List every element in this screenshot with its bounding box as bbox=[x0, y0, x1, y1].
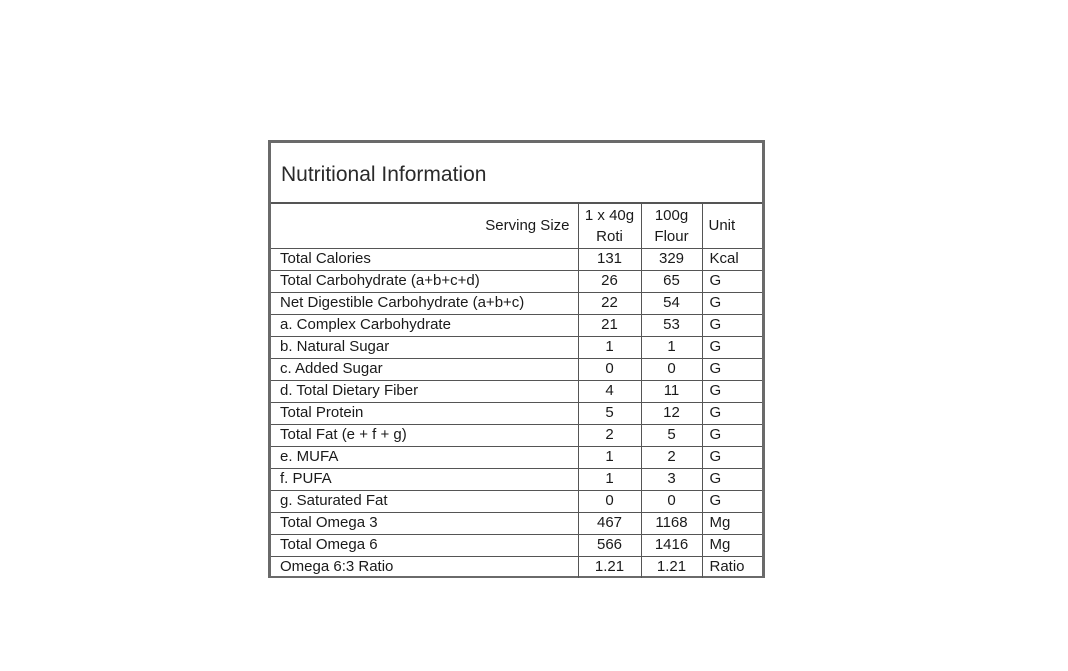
table-header-row bbox=[271, 204, 762, 249]
table-row bbox=[271, 249, 762, 271]
table-row bbox=[271, 381, 762, 403]
table-row bbox=[271, 491, 762, 513]
roti-value: 4 bbox=[578, 381, 641, 403]
flour-value: 0 bbox=[641, 359, 702, 381]
roti-header-line2: Roti bbox=[596, 228, 623, 245]
flour-value: 1.21 bbox=[641, 557, 702, 579]
flour-value: 53 bbox=[641, 315, 702, 337]
nutrient-name: f. PUFA bbox=[271, 469, 578, 491]
flour-value: 2 bbox=[641, 447, 702, 469]
unit-value: G bbox=[702, 359, 762, 381]
unit-value: Mg bbox=[702, 513, 762, 535]
unit-value: G bbox=[702, 381, 762, 403]
flour-header-line1: 100g bbox=[654, 207, 689, 224]
roti-value: 26 bbox=[578, 271, 641, 293]
flour-value: 65 bbox=[641, 271, 702, 293]
table-row bbox=[271, 293, 762, 315]
panel-title: Nutritional Information bbox=[271, 143, 762, 204]
table-row bbox=[271, 315, 762, 337]
nutrient-name: d. Total Dietary Fiber bbox=[271, 381, 578, 403]
flour-value: 1 bbox=[641, 337, 702, 359]
nutrition-table bbox=[271, 204, 762, 578]
nutrient-name: Total Fat (e + f + g) bbox=[271, 425, 578, 447]
flour-header-line2: Flour bbox=[654, 228, 689, 245]
roti-value: 22 bbox=[578, 293, 641, 315]
roti-value: 0 bbox=[578, 491, 641, 513]
flour-value: 11 bbox=[641, 381, 702, 403]
roti-value: 1 bbox=[578, 469, 641, 491]
table-row bbox=[271, 513, 762, 535]
nutrient-name: c. Added Sugar bbox=[271, 359, 578, 381]
roti-value: 1 bbox=[578, 447, 641, 469]
roti-value: 2 bbox=[578, 425, 641, 447]
unit-value: Kcal bbox=[702, 249, 762, 271]
roti-value: 1.21 bbox=[578, 557, 641, 579]
flour-column-header bbox=[641, 204, 702, 249]
unit-value: Mg bbox=[702, 535, 762, 557]
table-row bbox=[271, 359, 762, 381]
table-row bbox=[271, 425, 762, 447]
unit-value: G bbox=[702, 315, 762, 337]
nutrient-name: Total Omega 3 bbox=[271, 513, 578, 535]
unit-value: G bbox=[702, 403, 762, 425]
nutrition-panel bbox=[268, 140, 765, 578]
table-row bbox=[271, 469, 762, 491]
roti-header-line1: 1 x 40g bbox=[584, 207, 635, 224]
roti-value: 131 bbox=[578, 249, 641, 271]
serving-size-label: Serving Size bbox=[271, 204, 578, 249]
unit-column-header: Unit bbox=[702, 204, 762, 249]
roti-value: 1 bbox=[578, 337, 641, 359]
roti-column-header bbox=[578, 204, 641, 249]
flour-value: 5 bbox=[641, 425, 702, 447]
table-row bbox=[271, 337, 762, 359]
nutrient-name: e. MUFA bbox=[271, 447, 578, 469]
nutrient-name: Omega 6:3 Ratio bbox=[271, 557, 578, 579]
unit-value: G bbox=[702, 447, 762, 469]
unit-value: Ratio bbox=[702, 557, 762, 579]
flour-value: 329 bbox=[641, 249, 702, 271]
roti-value: 5 bbox=[578, 403, 641, 425]
nutrient-name: Total Omega 6 bbox=[271, 535, 578, 557]
unit-value: G bbox=[702, 293, 762, 315]
nutrient-name: Total Carbohydrate (a+b+c+d) bbox=[271, 271, 578, 293]
nutrient-name: b. Natural Sugar bbox=[271, 337, 578, 359]
roti-value: 467 bbox=[578, 513, 641, 535]
flour-value: 3 bbox=[641, 469, 702, 491]
roti-value: 0 bbox=[578, 359, 641, 381]
unit-value: G bbox=[702, 469, 762, 491]
flour-value: 12 bbox=[641, 403, 702, 425]
nutrient-name: a. Complex Carbohydrate bbox=[271, 315, 578, 337]
unit-value: G bbox=[702, 271, 762, 293]
nutrient-name: Total Protein bbox=[271, 403, 578, 425]
flour-value: 54 bbox=[641, 293, 702, 315]
nutrient-name: Net Digestible Carbohydrate (a+b+c) bbox=[271, 293, 578, 315]
flour-value: 1416 bbox=[641, 535, 702, 557]
table-row bbox=[271, 403, 762, 425]
flour-value: 1168 bbox=[641, 513, 702, 535]
unit-value: G bbox=[702, 337, 762, 359]
table-row bbox=[271, 535, 762, 557]
nutrient-name: g. Saturated Fat bbox=[271, 491, 578, 513]
unit-value: G bbox=[702, 491, 762, 513]
table-row bbox=[271, 271, 762, 293]
table-row bbox=[271, 557, 762, 579]
roti-value: 566 bbox=[578, 535, 641, 557]
nutrient-name: Total Calories bbox=[271, 249, 578, 271]
table-row bbox=[271, 447, 762, 469]
unit-value: G bbox=[702, 425, 762, 447]
flour-value: 0 bbox=[641, 491, 702, 513]
roti-value: 21 bbox=[578, 315, 641, 337]
